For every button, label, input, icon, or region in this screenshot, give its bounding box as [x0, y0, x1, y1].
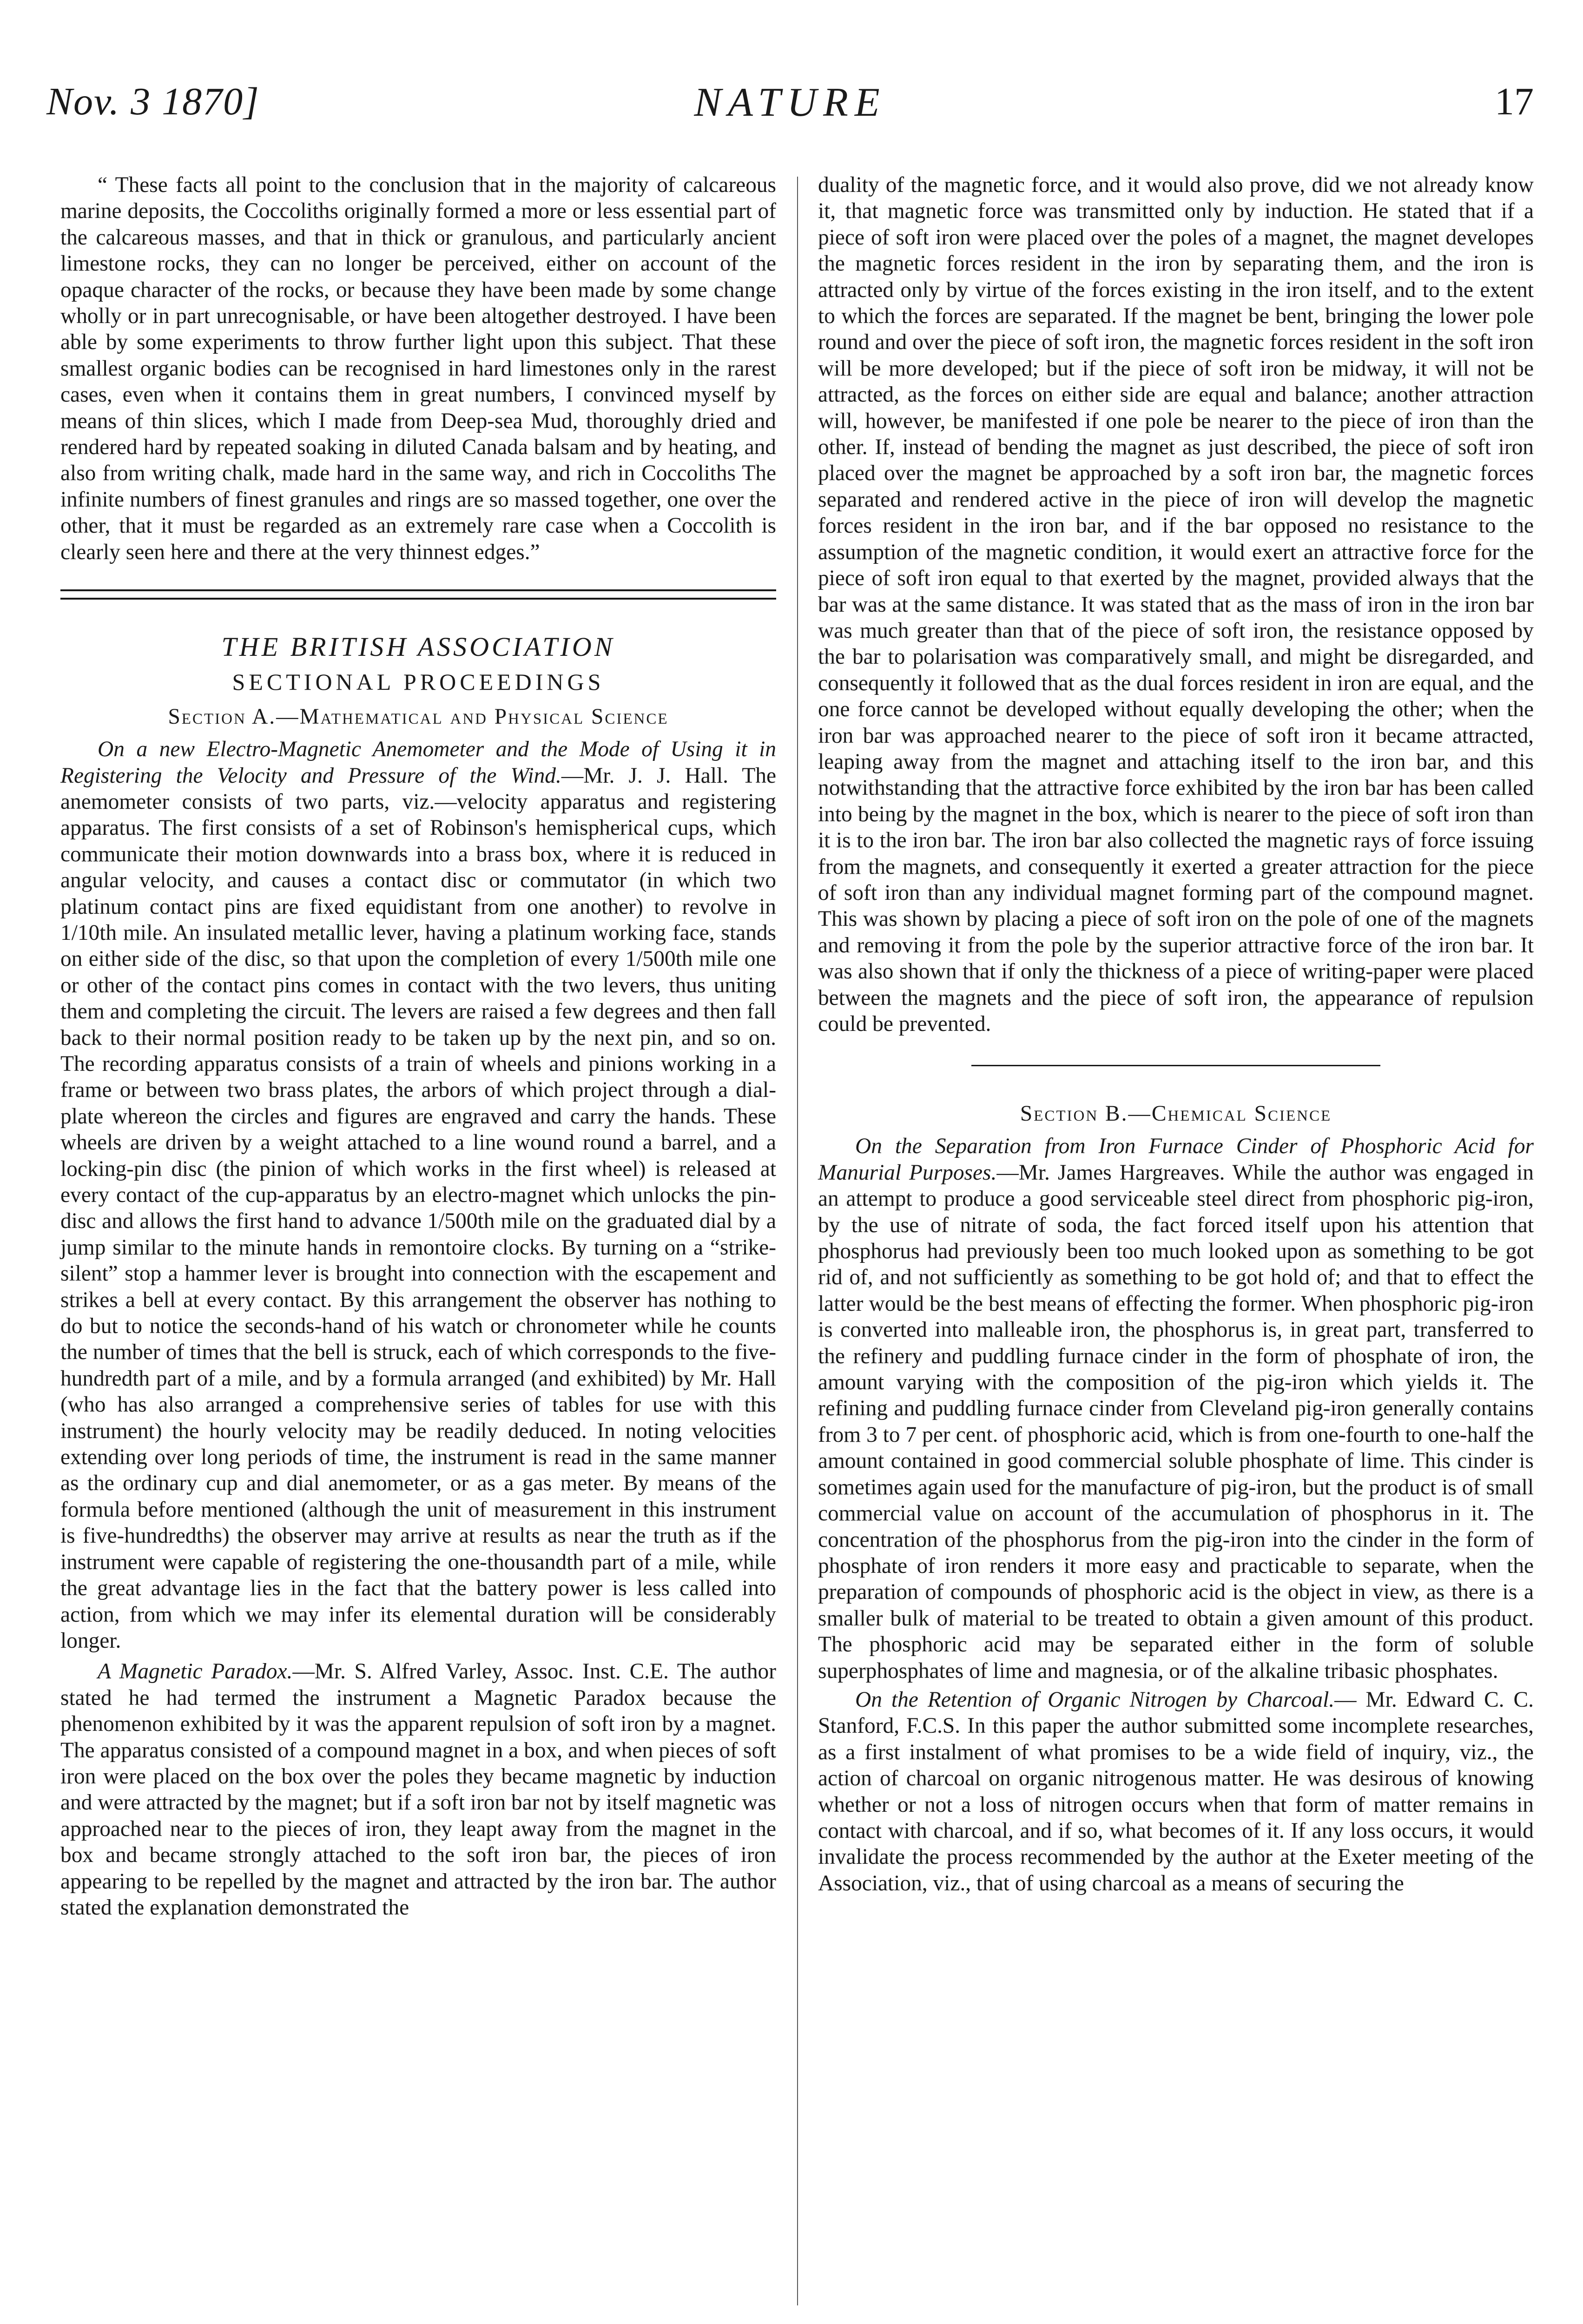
double-rule-divider — [60, 589, 776, 600]
nitrogen-body: In this paper the author submitted some incomplete researches, as a first instalment of what promises to be a wide field of inquiry, viz., the action of charcoal on organic nitrogenous matter. He was desirous of knowing whether or not a loss of nitrogen occurs when that form of matter remains in contact with charcoal, and if so, what becomes of it. If any loss occurs, it would invalidate the process recommended by the author at the Exeter meeting of the Association, viz., that of using charcoal as a means of securing the — [818, 1714, 1534, 1895]
coccolith-quote: “ These facts all point to the conclusion that in the majority of calcareous marine deposits, the Coccoliths originally formed a more or less essential part of the calcareous masses, and that in thick or granulous, and particularly ancient limestone rocks, they can no longer be perceived, either on account of the opaque character of the rocks, or because they have been made by some change wholly or in part unrecognisable, or have been altogether destroyed. I have been able by some experiments to throw further light upon this subject. That these smallest organic bodies can be recognised in hard limestones only in the rarest cases, even when it contains them in great numbers, I convinced myself by means of thin slices, which I made from Deep-sea Mud, thoroughly dried and rendered hard by repeated soaking in diluted Canada balsam and by heating, and also from writing chalk, made hard in the same way, and rich in Coccoliths The infinite numbers of finest granules and rings are so massed together, one over the other, that it must be regarded as an extremely rare case when a Coccolith is clearly seen here and there at the very thinnest edges.” — [60, 173, 776, 564]
anemometer-author: —Mr. J. J. Hall. — [561, 763, 728, 788]
column-divider — [797, 177, 798, 2305]
paradox-title: A Magnetic Paradox. — [98, 1659, 293, 1684]
issue-date: Nov. 3 1870] — [46, 80, 260, 123]
phosphoric-title: On the Separation from Iron Furnace Cinder of Phosphoric Acid for Manurial Purposes. — [818, 1134, 1534, 1185]
article-heading: THE BRITISH ASSOCIATION — [221, 632, 615, 662]
nitrogen-paragraph — [818, 1687, 1534, 1896]
paradox-body: The author stated he had termed the instrument a Magnetic Paradox because the phenomenon exhibited by it was the apparent repulsion of soft iron by a magnet. The apparatus consisted of a compound magnet in a box, and when pieces of soft iron were placed on the box over the poles they became magnetic by induction and were attracted by the magnet; but if a soft iron bar not by itself magnetic was approached near to the pieces of iron, they leapt away from the magnet in the box and became strongly attached to the soft iron bar, the pieces of iron appearing to be repelled by the magnet and attracted by the iron bar. The author stated the explanation demonstrated the — [60, 1659, 776, 1920]
short-rule-divider — [971, 1065, 1380, 1066]
anemometer-paragraph — [60, 736, 776, 1654]
phosphoric-paragraph — [818, 1133, 1534, 1684]
anemometer-body: The anemometer consists of two parts, viz.—velocity apparatus and registering apparatus. The first consists of a set of Robinson's hemispherical cups, which communicate their motion downwards into a brass box, where it is reduced in angular velocity, and causes a contact disc or commutator (in which two platinum contact pins are fixed equidistant from one another) to revolve in 1/10th mile. An insulated metallic lever, having a platinum working face, stands on either side of the disc, so that upon the completion of every 1/500th mile one or other of the contact pins comes in contact with the two levers, thus uniting them and completing the circuit. The levers are raised a few degrees and then fall back to their normal position ready to be taken up by the next pin, and so on. The recording apparatus consists of a train of wheels and pinions working in a frame or between two brass plates, the arbors of which project through a dial-plate whereon the circles and figures are engraved and carry the hands. These wheels are driven by a weight attached to a line wound round a barrel, and a locking-pin disc (the pinion of which works in the first wheel) is released at every contact of the cup-apparatus by an electro-magnet which unlocks the pin-disc and allows the first hand to advance 1/500th mile on the graduated dial by a jump similar to the minute hands in remontoire clocks. By turning on a “strike-silent” stop a hammer lever is brought into connection with the escapement and strikes a bell at every contact. By this arrangement the observer has nothing to do but to notice the seconds-hand of his watch or chronometer while he counts the number of times that the bell is struck, each of which corresponds to the five-hundredth part of a mile, and by a formula arranged (and exhibited) by Mr. Hall (who has also arranged a comprehensive series of tables for use with this instrument) the hourly velocity may be readily deduced. In noting velocities extending over long periods of time, the instrument is read in the same manner as the ordinary cup and dial anemometer, or as a gas meter. By means of the formula before mentioned (although the unit of measurement in this instrument is five-hundredths) the observer may arrive at results as near the truth as if the instrument were capable of registering the one-thousandth part of a mile, while the great advantage lies in the fact that the battery power is less called into action, from which we may infer its elemental duration will be considerably longer. — [60, 763, 776, 1653]
section-b-heading: Section B.—Chemical Science — [1020, 1102, 1332, 1126]
journal-title: NATURE — [694, 80, 886, 125]
paradox-paragraph — [60, 1658, 776, 1921]
page-number: 17 — [1495, 80, 1534, 123]
section-a-heading: Section A.—Mathematical and Physical Science — [168, 705, 669, 729]
phosphoric-author: —Mr. James Hargreaves. — [996, 1160, 1225, 1185]
nitrogen-title: On the Retention of Organic Nitrogen by Charcoal. — [855, 1687, 1335, 1712]
page-header — [46, 79, 1534, 144]
phosphoric-body: While the author was engaged in an attempt to produce a good serviceable steel direct from phosphoric pig-iron, by the use of nitrate of soda, the fact forced itself upon his attention that phosphorus had previously been too much looked upon as something to be got rid of, and not sufficiently as something to be got hold of; and that to effect the latter would be the best means of effecting the former. When phosphoric pig-iron is converted into malleable iron, the phosphorus is, in great part, transferred to the refinery and puddling furnace cinder in the form of phosphate of iron, the amount varying with the composition of the pig-iron which yields it. The refining and puddling furnace cinder from Cleveland pig-iron generally contains from 3 to 7 per cent. of phosphoric acid, which is from one-fourth to one-half the amount contained in good commercial soluble phosphate of lime. This cinder is sometimes again used for the manufacture of pig-iron, but the product is of small commercial value on account of the accumulation of phosphorus in it. The concentration of the phosphorus from the pig-iron into the cinder in the form of phosphate of iron renders it more easy and practicable to separate, when the preparation of compounds of phosphoric acid is the object in view, as there is a smaller bulk of material to be treated to obtain a given amount of this product. The phosphoric acid may be separated either in the form of soluble superphosphates of lime and magnesia, or of the alkaline tribasic phosphates. — [818, 1160, 1534, 1683]
anemometer-title: On a new Electro-Magnetic Anemometer and the Mode of Using it in Registering the Velocity and Pressure of the Wind. — [60, 737, 776, 788]
paradox-author: —Mr. S. Alfred Varley, Assoc. Inst. C.E. — [292, 1659, 669, 1684]
paradox-continuation: duality of the magnetic force, and it would also prove, did we not already know it, that magnetic force was transmitted only by induction. He stated that if a piece of soft iron were placed over the poles of a magnet, the magnet developes the magnetic forces resident in the iron by separating them, and the iron is attracted only by virtue of the forces existing in the iron itself, and to the extent to which the forces are separated. If the magnet be bent, bringing the lower pole round and over the piece of soft iron, the magnetic forces resident in the soft iron will be more developed; but if the piece of soft iron be midway, it will not be attracted, as the forces on either side are equal and balance; another attraction will, however, be manifested if one pole be nearer to the piece of iron than the other. If, instead of bending the magnet as just described, the piece of soft iron placed over the magnet be approached by a soft iron bar, the magnetic forces separated and rendered active in the piece of iron will develop the magnetic forces resident in the iron bar, and if the bar opposed no resistance to the assumption of the magnetic condition, it would exert an attractive force for the piece of soft iron equal to that exerted by the magnet, provided always that the bar was at the same distance. It was stated that as the mass of iron in the iron bar was much greater than that of the piece of soft iron, the resistance opposed by the bar to polarisation was comparatively small, and might be disregarded, and consequently it followed that as the dual forces resident in iron are equal, and the one force cannot be developed without equally developing the other; when the iron bar was approached nearer to the piece of soft iron it became attracted, leaping away from the magnet and attaching itself to the iron bar, and this notwithstanding that the attractive force exhibited by the iron bar has been called into being by the magnet in the box, which is nearer to the piece of soft iron than it is to the iron bar. The iron bar also collected the magnetic rays of force issuing from the magnets, and consequently it exerted a greater attraction for the piece of soft iron than any individual magnet forming part of the compound magnet. This was shown by placing a piece of soft iron on the pole of one of the magnets and removing it from the pole by the superior attractive force of the iron bar. It was also shown that if only the thickness of a piece of writing-paper were placed between the magnets and the piece of soft iron, the appearance of repulsion could be prevented. — [818, 173, 1534, 1036]
nitrogen-author: — Mr. Edward C. C. Stanford, F.C.S. — [818, 1687, 1534, 1738]
left-column — [60, 172, 776, 1921]
article-subheading: SECTIONAL PROCEEDINGS — [232, 669, 605, 695]
right-column — [818, 172, 1534, 1896]
